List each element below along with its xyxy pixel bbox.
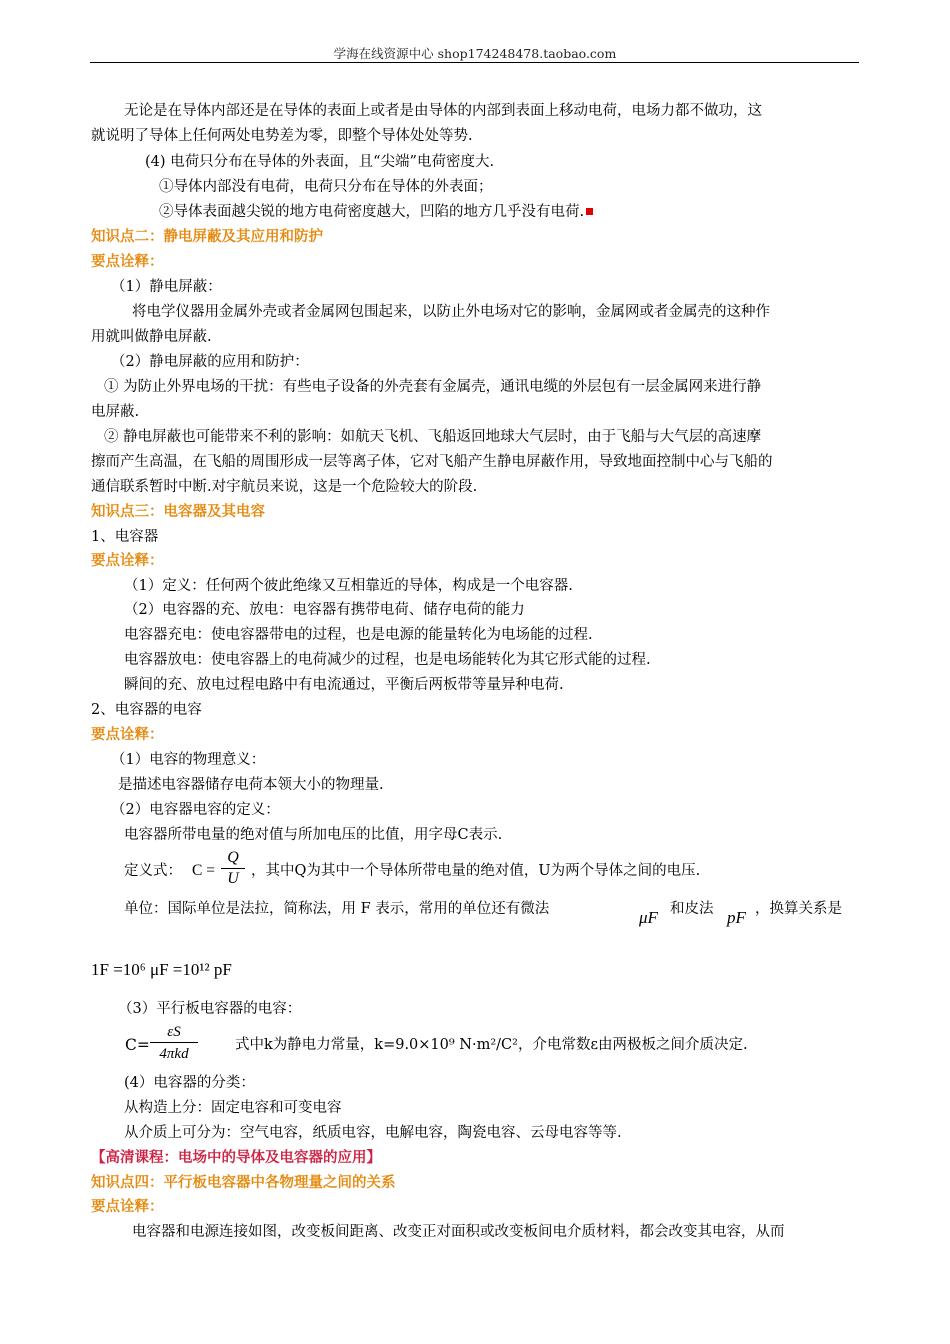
header-rule xyxy=(90,62,859,63)
text-line: 电容器充电：使电容器带电的过程，也是电源的能量转化为电场能的过程. xyxy=(124,627,593,643)
section-heading: 知识点三：电容器及其电容 xyxy=(91,504,265,520)
course-link-heading: 【高清课程：电场中的导体及电容器的应用】 xyxy=(91,1150,381,1166)
text-line: (4）电容器的分类： xyxy=(124,1075,255,1091)
end-mark-icon xyxy=(586,208,593,215)
formula-lhs: C = xyxy=(192,862,215,879)
fraction-denominator: 4πkd xyxy=(150,1042,198,1065)
text-line: 是描述电容器储存电荷本领大小的物理量. xyxy=(118,777,384,793)
text-line: （1）定义：任何两个彼此绝缘又互相靠近的导体，构成是一个电容器. xyxy=(124,578,573,594)
text-line: ，其中Q为其中一个导体所带电量的绝对值，U为两个导体之间的电压. xyxy=(251,863,701,879)
text-line: （3）平行板电容器的电容： xyxy=(118,1001,302,1017)
text-line: ①导体内部没有电荷，电荷只分布在导体的外表面； xyxy=(159,179,493,195)
text-line: （2）电容器电容的定义： xyxy=(111,802,280,818)
microfarad-symbol: μF xyxy=(639,908,658,927)
text-line: ① 为防止外界电场的干扰：有些电子设备的外壳套有金属壳，通讯电缆的外层包有一层金属网来进行静 xyxy=(104,379,762,395)
text-line: 单位：国际单位是法拉，简称法，用 F 表示，常用的单位还有微法 xyxy=(124,901,550,917)
key-points-label: 要点诠释： xyxy=(91,254,164,270)
text-line: 电容器和电源连接如图，改变板间距离、改变正对面积或改变板间电介质材料，都会改变其电容，从而 xyxy=(132,1224,785,1240)
text-line: 就说明了导体上任何两处电势差为零，即整个导体处处等势. xyxy=(91,128,473,144)
text-line: 从介质上可分为：空气电容，纸质电容，电解电容，陶瓷电容、云母电容等等. xyxy=(124,1125,622,1141)
text-line: 瞬间的充、放电过程电路中有电流通过，平衡后两板带等量异种电荷. xyxy=(124,677,564,693)
text-line: （2）静电屏蔽的应用和防护： xyxy=(111,354,309,370)
page-header: 学海在线资源中心 shop174248478.taobao.com xyxy=(333,46,617,61)
section-heading: 知识点四：平行板电容器中各物理量之间的关系 xyxy=(91,1175,396,1191)
formula-lhs: C= xyxy=(125,1036,150,1054)
sub-heading: 1、电容器 xyxy=(91,529,159,545)
key-points-label: 要点诠释： xyxy=(91,1199,164,1215)
text-line: ，换算关系是 xyxy=(755,901,842,917)
text-line: 通信联系暂时中断.对宇航员来说，这是一个危险较大的阶段. xyxy=(91,479,478,495)
text-line: 将电学仪器用金属外壳或者金属网包围起来，以防止外电场对它的影响，金属网或者金属壳的这种作 xyxy=(132,304,770,320)
text-line: 从构造上分：固定电容和可变电容 xyxy=(124,1100,342,1116)
text-line xyxy=(159,202,593,222)
sub-heading: 2、电容器的电容 xyxy=(91,702,202,718)
parallel-plate-fraction xyxy=(150,1022,198,1065)
text-line: 电容器所带电量的绝对值与所加电压的比值，用字母C表示. xyxy=(124,827,503,843)
key-points-label: 要点诠释： xyxy=(91,553,164,569)
fraction-numerator: εS xyxy=(167,1024,181,1040)
text-line: 电容器放电：使电容器上的电荷减少的过程，也是电场能转化为其它形式能的过程. xyxy=(124,652,651,668)
picofarad-symbol: pF xyxy=(727,908,746,927)
text-line: 和皮法 xyxy=(670,901,714,917)
text-line: 式中k为静电力常量，k=9.0×10⁹ N·m²/C²，介电常数ε由两极板之间介质决定. xyxy=(235,1037,748,1053)
text-line: (4) 电荷只分布在导体的外表面，且“尖端”电荷密度大. xyxy=(145,154,495,170)
text-line-content: ②导体表面越尖锐的地方电荷密度越大，凹陷的地方几乎没有电荷. xyxy=(159,204,585,220)
text-line: （1）静电屏蔽： xyxy=(111,279,222,295)
text-line: （1）电容的物理意义： xyxy=(111,752,266,768)
text-line: （2）电容器的充、放电：电容器有携带电荷、储存电荷的能力 xyxy=(124,602,525,618)
fraction-denominator: U xyxy=(221,868,245,889)
capacitance-fraction xyxy=(221,848,245,889)
key-points-label: 要点诠释： xyxy=(91,727,164,743)
definition-label: 定义式： xyxy=(124,863,182,879)
text-line: 无论是在导体内部还是在导体的表面上或者是由导体的内部到表面上移动电荷，电场力都不做功，这 xyxy=(124,103,762,119)
text-line: 擦而产生高温，在飞船的周围形成一层等离子体，它对飞船产生静电屏蔽作用，导致地面控制中心与飞船的 xyxy=(91,454,773,470)
section-heading: 知识点二：静电屏蔽及其应用和防护 xyxy=(91,229,323,245)
fraction-numerator: Q xyxy=(227,849,239,866)
unit-conversion-formula: 1F =10⁶ μF =10¹² pF xyxy=(91,960,232,979)
text-line: 电屏蔽. xyxy=(91,404,140,420)
text-line: ② 静电屏蔽也可能带来不利的影响：如航天飞机、飞船返回地球大气层时，由于飞船与大气层的高速摩 xyxy=(104,429,762,445)
text-line: 用就叫做静电屏蔽. xyxy=(91,329,212,345)
